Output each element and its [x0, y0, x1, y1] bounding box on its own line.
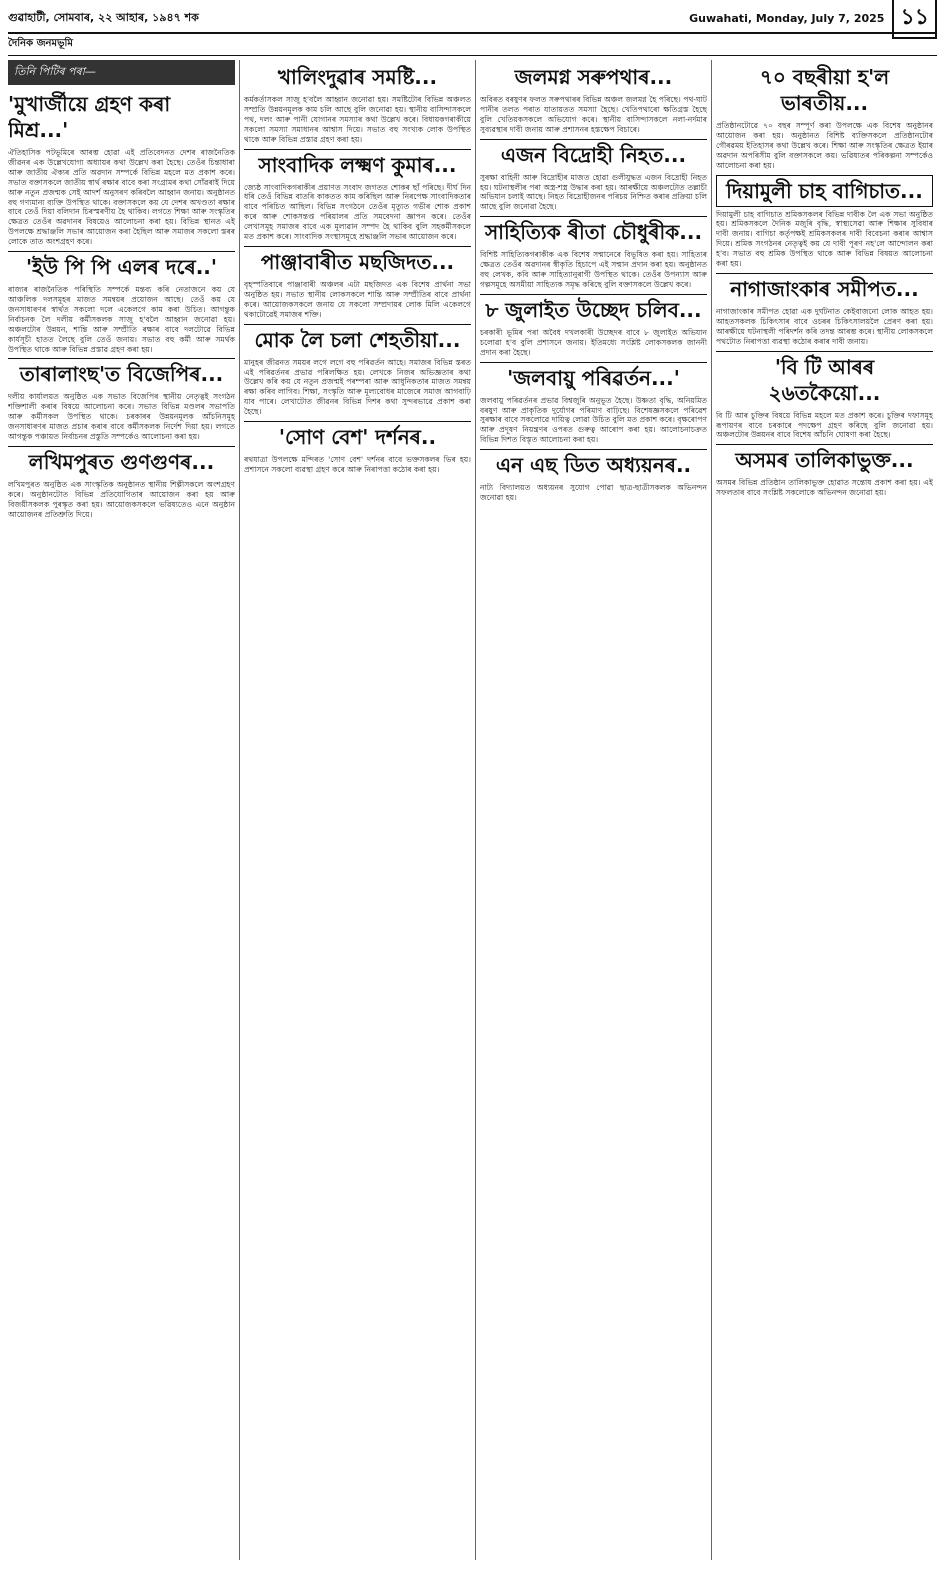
story-body: জলবায়ু পৰিৱৰ্তনৰ প্ৰভাৱ বিশ্বজুৰি অনুভূত হৈছে। উষ্ণতা বৃদ্ধি, অনিয়মিত বৰষুণ আৰু প্ৰাকৃতিক দুৰ্যোগৰ পৰিমাণ বাঢ়িছে। বিশেষজ্ঞসকলে পৰিৱেশ সুৰক্ষাৰ বাবে সকলোৱে দায়িত্ব লোৱা উচিত বুলি মত প্ৰকাশ কৰে। বৃক্ষৰোপণ আৰু প্ৰদূষণ নিয়ন্ত্ৰণৰ ওপৰত গুৰুত্ব আৰোপ কৰা হয়। আলোচনাচক্ৰত বিভিন্ন দিশত বিস্তৃত আলোচনা কৰা হয়। [480, 395, 707, 445]
story-body: জ্যেষ্ঠ সাংবাদিকগৰাকীৰ প্ৰয়াণত সংবাদ জগতত শোকৰ ছাঁ পৰিছে। দীৰ্ঘ দিন ধৰি তেওঁ বিভিন্ন বাতৰি কাকতত কাম কৰিছিল আৰু নিৰপেক্ষ সাংবাদিকতাৰ বাবে পৰিচিত আছিল। বিভিন্ন সংগঠনে তেওঁৰ মৃত্যুত গভীৰ শোক প্ৰকাশ কৰে আৰু শোকসন্তপ্ত পৰিয়ালৰ প্ৰতি সমবেদনা জ্ঞাপন কৰে। তেওঁৰ লেখাসমূহ সমাজৰ বাবে এক মূল্যৱান সম্পদ হৈ থাকিব বুলি সহকৰ্মীসকলে মত প্ৰকাশ কৰে। সাংবাদিক সংস্থাসমূহে শ্ৰদ্ধাঞ্জলি সভাৰ আয়োজন কৰে। [244, 182, 471, 242]
column-3 [480, 60, 712, 1560]
story-body: লখিমপুৰত অনুষ্ঠিত এক সাংস্কৃতিক অনুষ্ঠানত স্থানীয় শিল্পীসকলে অংশগ্ৰহণ কৰে। অনুষ্ঠানটোত বিভিন্ন প্ৰতিযোগিতাৰ আয়োজন কৰা হয় আৰু বিজয়ীসকলক পুৰস্কৃত কৰা হয়। আয়োজকসকলে ভৱিষ্যতেও এনে অনুষ্ঠান আয়োজনৰ প্ৰতিশ্ৰুতি দিয়ে। [8, 479, 235, 519]
story-headline: 'ইউ পি পি এলৰ দৰে..' [8, 251, 235, 282]
story-headline: এন এছ ডিত অধ্যয়নৰ.. [480, 449, 707, 480]
story-body: নাট্য বিদ্যালয়ত অধ্যয়নৰ সুযোগ পোৱা ছাত্ৰ-ছাত্ৰীসকলক অভিনন্দন জনোৱা হয়। [480, 483, 707, 503]
story [480, 216, 707, 290]
date-assamese: গুৱাহাটী, সোমবাৰ, ২২ আহাৰ, ১৯৪৭ শক [8, 10, 199, 24]
story [480, 294, 707, 358]
story-headline: 'সোণ বেশ' দৰ্শনৰ.. [244, 421, 471, 452]
story [244, 324, 471, 417]
story-body: প্ৰতিষ্ঠানটোৱে ৭০ বছৰ সম্পূৰ্ণ কৰা উপলক্ষে এক বিশেষ অনুষ্ঠানৰ আয়োজন কৰা হয়। অনুষ্ঠানত বিশিষ্ট ব্যক্তিসকলে প্ৰতিষ্ঠানটোৰ গৌৰৱময় ইতিহাসৰ কথা উল্লেখ কৰে। শিক্ষা আৰু সংস্কৃতিৰ ক্ষেত্ৰত ইয়াৰ অৱদান অপৰিসীম বুলি বক্তাসকলে কয়। ভৱিষ্যতৰ পৰিকল্পনা সম্পৰ্কেও আলোচনা কৰা হয়। [716, 121, 933, 170]
story-body: দিয়ামুলী চাহ বাগিচাত শ্ৰমিকসকলৰ বিভিন্ন দাবীক লৈ এক সভা অনুষ্ঠিত হয়। শ্ৰমিকসকলে দৈনিক মজুৰি বৃদ্ধি, স্বাস্থ্যসেৱা আৰু শিক্ষাৰ সুবিধাৰ দাবী জনায়। বাগিচা কৰ্তৃপক্ষই শ্ৰমিকসকলৰ দাবী বিবেচনা কৰাৰ আশ্বাস দিয়ে। শ্ৰমিক সংগঠনৰ নেতৃত্বই কয় যে দাবী পূৰণ নহ'লে আন্দোলন কৰা হ'ব। সভাত বহু শ্ৰমিক উপস্থিত থাকে আৰু বিভিন্ন বিষয়ত আলোচনা কৰা হয়। [716, 209, 933, 269]
story [8, 251, 235, 354]
masthead: দৈনিক জনমভূমি [8, 34, 937, 56]
story [244, 62, 471, 145]
continued-tag: তিনি পিটিৰ পৰা— [8, 60, 235, 85]
story-headline: দিয়ামুলী চাহ বাগিচাত... [716, 175, 933, 207]
story-body: কৰ্মকৰ্তাসকল সাজু হ'বলৈ আহ্বান জনোৱা হয়। সমষ্টিটোৰ বিভিন্ন অঞ্চলত সম্প্ৰতি উন্নয়নমূলক কাম চলি আছে বুলি জনোৱা হয়। স্থানীয় বাসিন্দাসকলে পথ, দলং আৰু পানী যোগানৰ সমস্যাৰ কথা উল্লেখ কৰে। বিধায়কগৰাকীয়ে সকলো সমস্যা সমাধানৰ আশ্বাস দিয়ে। সভাত বহু সংখ্যক লোক উপস্থিত থাকে আৰু বিভিন্ন প্ৰস্তাৱ গ্ৰহণ কৰা হয়। [244, 95, 471, 144]
story-body: সুৰক্ষা বাহিনী আৰু বিদ্ৰোহীৰ মাজত হোৱা গুলীযুদ্ধত এজন বিদ্ৰোহী নিহত হয়। ঘটনাস্থলীৰ পৰা অস্ত্ৰ-শস্ত্ৰ উদ্ধাৰ কৰা হয়। আৰক্ষীয়ে অঞ্চলটোত তল্লাচী অভিযান চলাই আছে। নিহত বিদ্ৰোহীজনৰ পৰিচয় নিশ্চিত কৰাৰ প্ৰক্ৰিয়া চলি আছে বুলি জনোৱা হৈছে। [480, 172, 707, 212]
page-header [8, 4, 937, 34]
story [480, 362, 707, 446]
story-body: নাগাজাংকাৰ সমীপত হোৱা এক দুৰ্ঘটনাত কেইবাজনো লোক আহত হয়। আহতসকলক চিকিৎসাৰ বাবে ওচৰৰ চিকিৎসালয়লৈ প্ৰেৰণ কৰা হয়। আৰক্ষীয়ে ঘটনাস্থলী পৰিদৰ্শন কৰি তদন্ত আৰম্ভ কৰে। স্থানীয় লোকসকলে পথটোত নিৰাপত্তা ব্যৱস্থা কঠোৰ কৰাৰ দাবী জনায়। [716, 306, 933, 346]
story-headline: জলমগ্ন সৰুপথাৰ... [514, 65, 673, 89]
story [480, 139, 707, 213]
story [8, 358, 235, 442]
story [716, 351, 933, 441]
story [8, 89, 235, 247]
story-headline: মোক লৈ চলা শেহতীয়া... [244, 324, 471, 355]
story-body: ৰাজ্যৰ ৰাজনৈতিক পৰিস্থিতি সম্পৰ্কে মন্তব্য কৰি নেতাজনে কয় যে আঞ্চলিক দলসমূহৰ মাজত সমন্বয়ৰ প্ৰয়োজন আছে। তেওঁ কয় যে জনসাধাৰণৰ স্বাৰ্থত সকলো দলে একেলগে কাম কৰা উচিত। আগন্তুক নিৰ্বাচনক লৈ দলীয় কৰ্মীসকলক সাজু হ'বলৈ আহ্বান জনোৱা হয়। অঞ্চলটোৰ উন্নয়ন, শান্তি আৰু সম্প্ৰীতি ৰক্ষাৰ বাবে দলটোৱে বিভিন্ন কাৰ্যসূচী হাতত লৈছে বুলি তেওঁ জনায়। সভাত বহু কৰ্মী আৰু সমৰ্থক উপস্থিত থাকে আৰু বিভিন্ন প্ৰস্তাৱ গ্ৰহণ কৰা হয়। [8, 285, 235, 354]
story-headline: তাৰালাংছ'ত বিজেপিৰ... [8, 358, 235, 389]
page-number: ১১ [892, 0, 937, 39]
column-2 [244, 60, 476, 1560]
story-body: বিশিষ্ট সাহিত্যিকগৰাকীক এক বিশেষ সন্মানেৰে বিভূষিত কৰা হয়। সাহিত্যৰ ক্ষেত্ৰত তেওঁৰ অৱদানৰ স্বীকৃতি হিচাপে এই সন্মান প্ৰদান কৰা হয়। অনুষ্ঠানত বহু লেখক, কবি আৰু সাহিত্যানুৰাগী উপস্থিত থাকে। তেওঁৰ উপন্যাস আৰু গল্পসমূহে অসমীয়া সাহিত্যক সমৃদ্ধ কৰিছে বুলি বক্তাসকলে উল্লেখ কৰে। [480, 250, 707, 289]
story [716, 444, 933, 498]
story [716, 62, 933, 171]
story-body: বৃহস্পতিবাৰে পাঞ্জাবাৰী অঞ্চলৰ এটা মছজিদত এক বিশেষ প্ৰাৰ্থনা সভা অনুষ্ঠিত হয়। সভাত স্থানীয় লোকসকলে শান্তি আৰু সম্প্ৰীতিৰ বাবে প্ৰাৰ্থনা কৰে। আয়োজকসকলে জনায় যে সকলো সম্প্ৰদায়ৰ লোক মিলি একেলগে থকাটোৱেই সমাজৰ শক্তি। [244, 279, 471, 319]
story [480, 449, 707, 503]
story-body: ৰথযাত্ৰা উপলক্ষে মন্দিৰত 'সোণ বেশ' দৰ্শনৰ বাবে ভক্তসকলৰ ভিৰ হয়। প্ৰশাসনে সকলো ব্যৱস্থা গ্ৰহণ কৰে আৰু নিৰাপত্তা কঠোৰ কৰা হয়। [244, 455, 471, 474]
story-headline: লখিমপুৰত গুণগুণৰ... [8, 446, 235, 477]
story-body: দলীয় কাৰ্যালয়ত অনুষ্ঠিত এক সভাত বিজেপিৰ স্থানীয় নেতৃত্বই সংগঠন শক্তিশালী কৰাৰ বিষয়ে আলোচনা কৰে। সভাত বিভিন্ন মণ্ডলৰ সভাপতি আৰু কৰ্মীসকল উপস্থিত থাকে। চৰকাৰৰ উন্নয়নমূলক আঁচনিসমূহ জনসাধাৰণৰ মাজত প্ৰচাৰ কৰাৰ বাবে কৰ্মীসকলক নিৰ্দেশ দিয়া হয়। লগতে আগন্তুক পঞ্চায়ত নিৰ্বাচনৰ প্ৰস্তুতি সম্পৰ্কেও আলোচনা কৰা হয়। [8, 392, 235, 442]
story-headline: পাঞ্জাবাৰীত মছজিদত... [244, 246, 471, 277]
story [244, 246, 471, 320]
story [8, 446, 235, 520]
story-body: অবিৰত বৰষুণৰ ফলত সৰুপথাৰৰ বিভিন্ন অঞ্চল জলমগ্ন হৈ পৰিছে। পথ-ঘাট পানীৰ তলত পৰাত যাতায়তত সমস্যা হৈছে। খেতিপথাৰো ক্ষতিগ্ৰস্ত হৈছে বুলি খেতিয়কসকলে অভিযোগ কৰে। স্থানীয় বাসিন্দাসকলে নলা-নৰ্দমাৰ সুব্যৱস্থাৰ দাবী জনায় আৰু প্ৰশাসনৰ হস্তক্ষেপ বিচাৰে। [480, 95, 707, 134]
story-body: বি টি আৰ চুক্তিৰ বিষয়ে বিভিন্ন মহলে মত প্ৰকাশ কৰে। চুক্তিৰ দফাসমূহ ৰূপায়ণৰ বাবে চৰকাৰে পদক্ষেপ গ্ৰহণ কৰিছে বুলি জনোৱা হয়। অঞ্চলটোৰ উন্নয়নৰ বাবে বিশেষ আঁচনি ঘোষণা কৰা হৈছে। [716, 410, 933, 440]
story [244, 149, 471, 242]
story-headline: খালিংদুৱাৰ সমষ্টি... [277, 65, 438, 89]
story-headline: নাগাজাংকাৰ সমীপত... [716, 273, 933, 304]
story-body: মানুহৰ জীৱনত সময়ৰ লগে লগে বহু পৰিৱৰ্তন আহে। সমাজৰ বিভিন্ন স্তৰত এই পৰিৱৰ্তনৰ প্ৰভাৱ পৰিলক্ষিত হয়। লেখকে নিজৰ অভিজ্ঞতাৰ কথা উল্লেখ কৰি কয় যে নতুন প্ৰজন্মই পৰম্পৰা আৰু আধুনিকতাৰ মাজত সমন্বয় ৰক্ষা কৰিব লাগিব। শিক্ষা, সংস্কৃতি আৰু মূল্যবোধৰ মাজেৰে সমাজ আগবাঢ়ি যাব পাৰে। লেখাটোত জীৱনৰ বিভিন্ন দিশৰ কথা সুন্দৰভাৱে প্ৰকাশ কৰা হৈছে। [244, 357, 471, 417]
story-headline: 'মুখাৰ্জীয়ে গ্ৰহণ কৰা মিশ্ৰ...' [8, 92, 171, 142]
story [480, 62, 707, 135]
story [716, 175, 933, 269]
column-1 [8, 60, 240, 1560]
story-body: ঐতিহাসিক পটভূমিৰে আৰম্ভ হোৱা এই প্ৰতিবেদনত দেশৰ ৰাজনৈতিক জীৱনৰ এক উল্লেখযোগ্য অধ্যায়ৰ কথা উল্লেখ কৰা হৈছে। তেওঁৰ চিন্তাধাৰা আৰু জাতীয় ঐক্যৰ প্ৰতি অৱদান সম্পৰ্কে বিভিন্ন মহলে মত প্ৰকাশ কৰে। সভাত বক্তাসকলে জাতীয় স্বাৰ্থ ৰক্ষাৰ বাবে কৰা সংগ্ৰামৰ কথা সোঁৱৰাই দিয়ে আৰু নতুন প্ৰজন্মক সেই আদৰ্শ অনুসৰণ কৰিবলৈ আহ্বান জনায়। অনুষ্ঠানত বহু গণ্যমান্য ব্যক্তি উপস্থিত থাকে। বক্তাসকলে কয় যে দেশৰ অখণ্ডতা ৰক্ষাৰ বাবে তেওঁ দিয়া বলিদান চিৰস্মৰণীয় হৈ থাকিব। লগতে শিক্ষা আৰু সংস্কৃতিৰ ক্ষেত্ৰত তেওঁৰ অৱদানৰ বিষয়েও আলোচনা কৰা হয়। বিভিন্ন স্থানত এই উপলক্ষে শ্ৰদ্ধাঞ্জলি সভাৰ আয়োজন কৰা হৈছিল আৰু সমাজৰ সকলো স্তৰৰ লোকে তাত অংশগ্ৰহণ কৰে। [8, 148, 235, 247]
story-headline: 'জলবায়ু পৰিৱৰ্তন...' [480, 362, 707, 393]
story-body: অসমৰ বিভিন্ন প্ৰতিষ্ঠান তালিকাভুক্ত হোৱাত সন্তোষ প্ৰকাশ কৰা হয়। এই সফলতাৰ বাবে সংশ্লিষ্ট সকলোকে অভিনন্দন জনোৱা হয়। [716, 478, 933, 498]
story-headline: এজন বিদ্ৰোহী নিহত... [480, 139, 707, 170]
story [716, 273, 933, 347]
date-english: Guwahati, Monday, July 7, 2025 [689, 11, 885, 25]
columns [8, 60, 937, 1560]
story-headline: 'বি টি আৰৰ ২৬তকৈয়ো... [716, 351, 933, 408]
story-headline: অসমৰ তালিকাভুক্ত... [716, 444, 933, 475]
story [244, 421, 471, 475]
story-headline: ৮ জুলাইত উচ্ছেদ চলিব... [480, 294, 707, 325]
story-headline: ৭০ বছৰীয়া হ'ল ভাৰতীয়... [759, 65, 890, 115]
story-headline: সাহিত্যিক ৰীতা চৌধুৰীক... [480, 216, 707, 247]
column-4 [716, 60, 937, 1560]
story-headline: সাংবাদিক লক্ষ্মণ কুমাৰ... [244, 149, 471, 180]
story-body: চৰকাৰী ভূমিৰ পৰা অবৈধ দখলকাৰী উচ্ছেদৰ বাবে ৮ জুলাইত অভিযান চলোৱা হ'ব বুলি প্ৰশাসনে জনায়। ইতিমধ্যে সংশ্লিষ্ট লোকসকলক জাননী প্ৰদান কৰা হৈছে। [480, 327, 707, 357]
